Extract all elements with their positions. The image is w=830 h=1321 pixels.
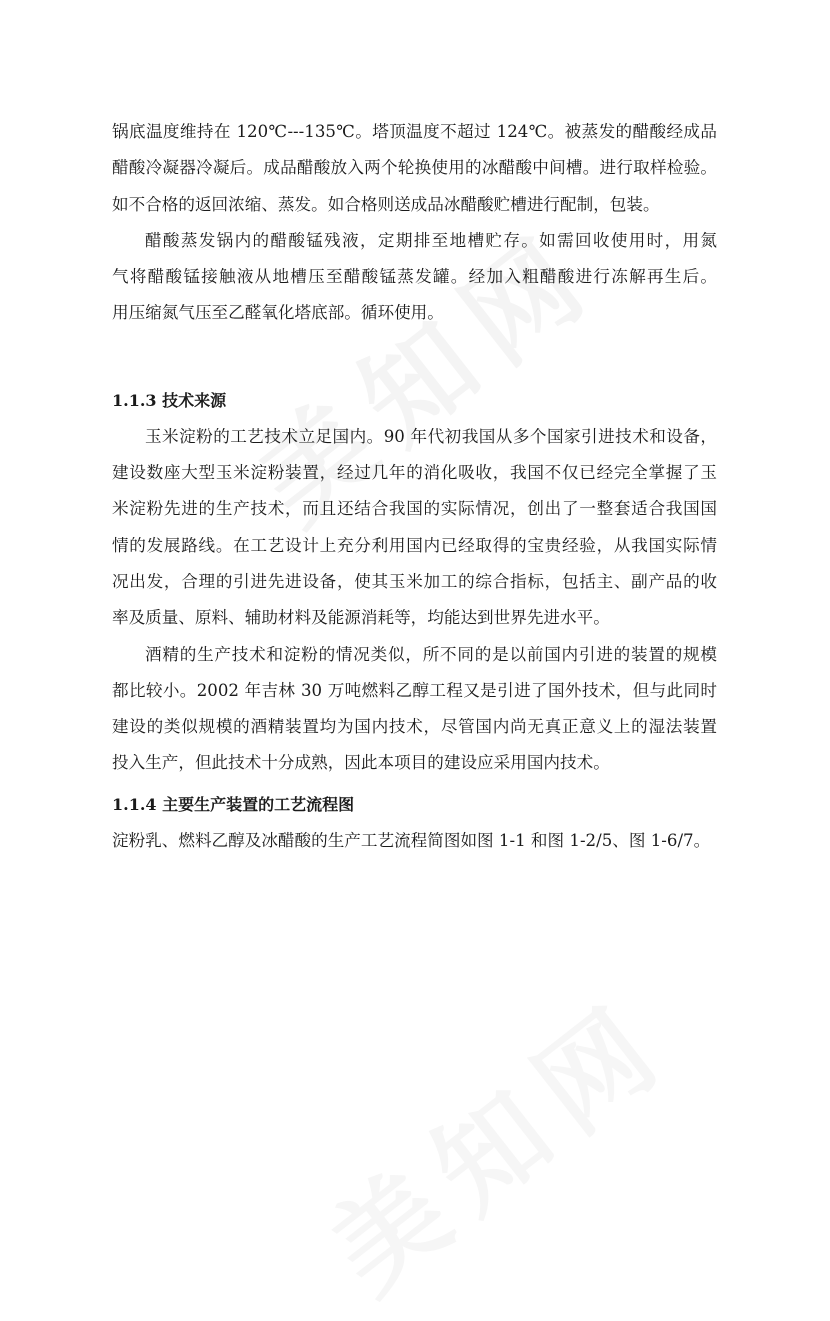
text-line: 建设的类似规模的酒精装置均为国内技术，尽管国内尚无真正意义上的湿法装置 xyxy=(112,717,717,737)
paragraph-residue xyxy=(112,223,717,332)
text-line: 淀粉乳、燃料乙醇及冰醋酸的生产工艺流程简图如图 1-1 和图 1-2/5、图 1-6/7。 xyxy=(112,830,711,850)
text-line: 建设数座大型玉米淀粉装置，经过几年的消化吸收，我国不仅已经完全掌握了玉 xyxy=(112,463,717,483)
text-line: 醋酸蒸发锅内的醋酸锰残液，定期排至地槽贮存。如需回收使用时，用氮 xyxy=(145,230,717,250)
paragraph-alcohol xyxy=(112,637,717,782)
paragraph-flow-diagram-ref xyxy=(112,823,717,859)
text-line: 玉米淀粉的工艺技术立足国内。90 年代初我国从多个国家引进技术和设备， xyxy=(145,426,717,446)
paragraph-evaporation xyxy=(112,114,717,223)
text-line: 率及质量、原料、辅助材料及能源消耗等，均能达到世界先进水平。 xyxy=(112,608,610,628)
text-line: 况出发，合理的引进先进设备，使其玉米加工的综合指标，包括主、副产品的收 xyxy=(112,571,717,591)
text-line: 用压缩氮气压至乙醛氧化塔底部。循环使用。 xyxy=(112,303,444,323)
text-line: 投入生产，但此技术十分成熟，因此本项目的建设应采用国内技术。 xyxy=(112,753,610,773)
text-line: 气将醋酸锰接触液从地槽压至醋酸锰蒸发罐。经加入粗醋酸进行冻解再生后。 xyxy=(112,267,717,287)
document-body xyxy=(112,114,717,859)
section-heading-tech-source: 1.1.3 技术来源 xyxy=(112,390,227,410)
text-line: 情的发展路线。在工艺设计上充分利用国内已经取得的宝贵经验，从我国实际情 xyxy=(112,535,717,555)
watermark-bottom xyxy=(293,957,698,1321)
text-line: 如不合格的返回浓缩、蒸发。如合格则送成品冰醋酸贮槽进行配制，包装。 xyxy=(112,194,660,214)
text-line: 锅底温度维持在 120℃---135℃。塔顶温度不超过 124℃。被蒸发的醋酸经成品 xyxy=(112,122,717,141)
text-line: 酒精的生产技术和淀粉的情况类似，所不同的是以前国内引进的装置的规模 xyxy=(145,644,717,664)
text-line: 醋酸冷凝器冷凝后。成品醋酸放入两个轮换使用的冰醋酸中间槽。进行取样检验。 xyxy=(112,158,717,178)
text-line: 米淀粉先进的生产技术，而且还结合我国的实际情况，创出了一整套适合我国国 xyxy=(112,499,717,519)
text-line: 都比较小。2002 年吉林 30 万吨燃料乙醇工程又是引进了国外技术，但与此同时 xyxy=(112,680,717,700)
section-heading-process-flow: 1.1.4 主要生产装置的工艺流程图 xyxy=(112,794,355,814)
paragraph-corn-starch xyxy=(112,419,717,637)
